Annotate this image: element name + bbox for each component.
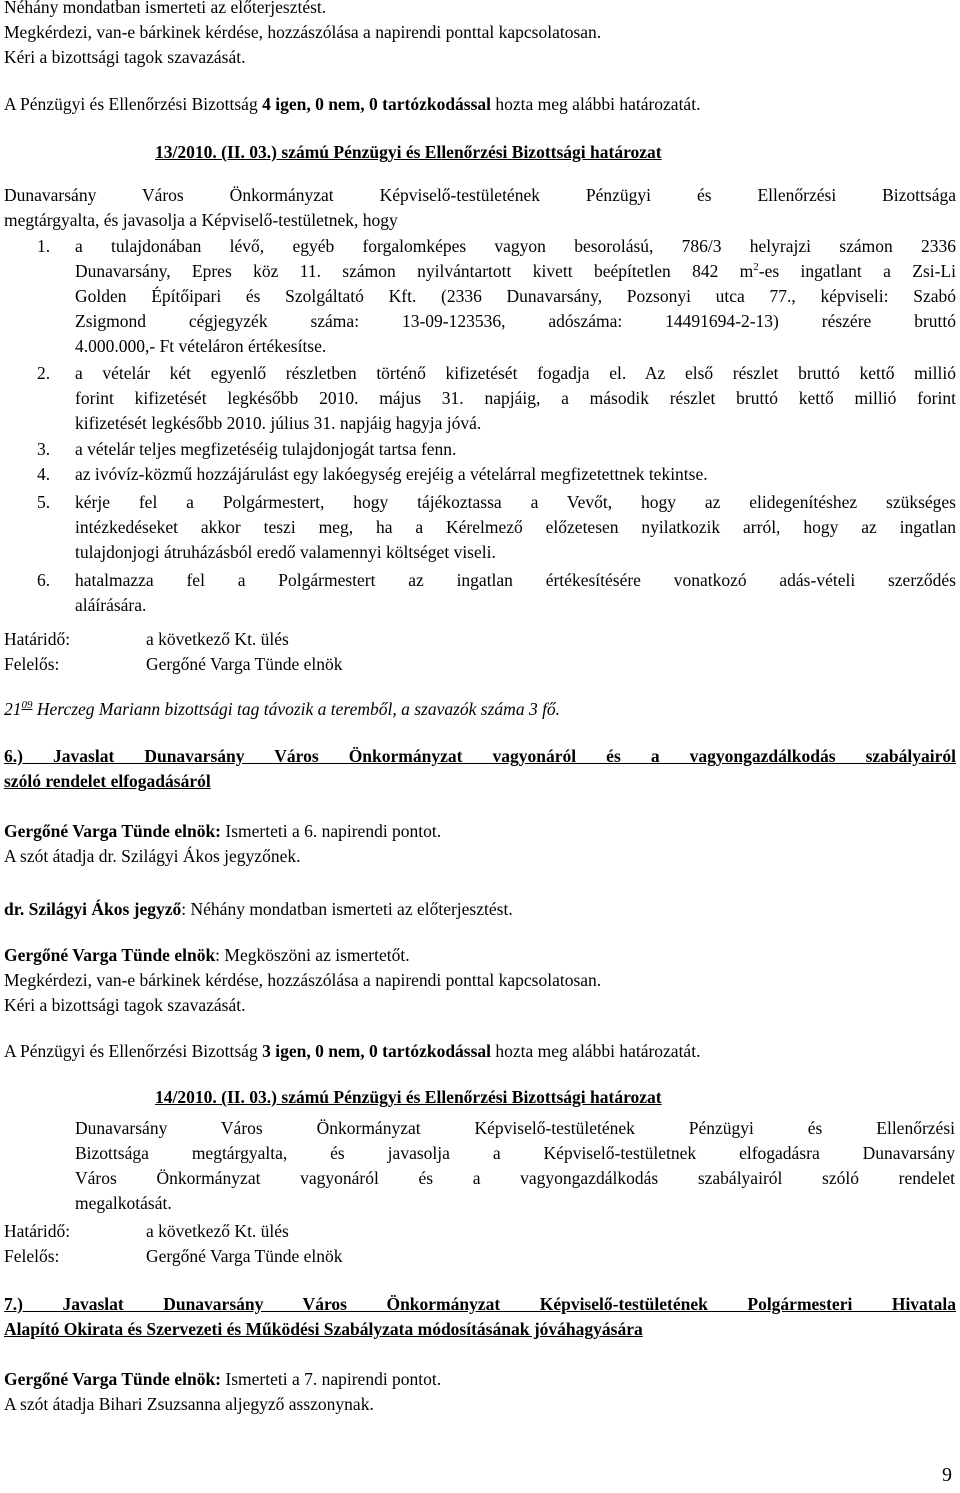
item-number: 1.: [37, 236, 51, 256]
resolution-intro: Dunavarsány Város Önkormányzat Képviselő-testületének Pénzügyi és Ellenőrzési Bizottsága: [4, 185, 956, 205]
item-text: Golden Építőipari és Szolgáltató Kft. (2336 Dunavarsány, Pozsonyi utca 77., képviseli: Szabó: [75, 286, 956, 306]
text-line: Kéri a bizottsági tagok szavazását.: [4, 995, 246, 1015]
item-number: 4.: [37, 464, 51, 484]
item-number: 3.: [37, 439, 51, 459]
section-title: szóló rendelet elfogadásáról: [4, 771, 211, 791]
item-text: aláírására.: [75, 595, 147, 615]
text-line: dr. Szilágyi Ákos jegyző: Néhány mondatban ismerteti az előterjesztést.: [4, 899, 513, 919]
resolution-text: Bizottsága megtárgyalta, és javasolja a Képviselő-testületnek elfogadásra Dunavarsány: [75, 1143, 955, 1163]
item-text: kérje fel a Polgármestert, hogy tájékoztassa a Vevőt, hogy az elidegenítéshez szükséges: [75, 492, 956, 512]
item-text: a vételár teljes megfizetéséig tulajdonjogát tartsa fenn.: [75, 439, 457, 459]
text-line: Megkérdezi, van-e bárkinek kérdése, hozzászólása a napirendi ponttal kapcsolatosan.: [4, 22, 602, 42]
responsible-row: Felelős: Gergőné Varga Tünde elnök: [4, 654, 343, 674]
deadline-row: Határidő: a következő Kt. ülés: [4, 629, 289, 649]
time-note: $21^{09}$ Herczeg Mariann bizottsági tag távozik a teremből, a szavazók száma 3 fő.: [4, 699, 561, 719]
vote-result: A Pénzügyi és Ellenőrzési Bizottság 4 igen, 0 nem, 0 tartózkodással hozta meg alábbi határozatát.: [4, 94, 701, 114]
resolution-intro: megtárgyalta, és javasolja a Képviselő-testületnek, hogy: [4, 210, 398, 230]
item-text: forint kifizetését legkésőbb 2010. május 31. napjáig, a második részlet bruttó kettő millió forint: [75, 388, 956, 408]
resolution-text: megalkotását.: [75, 1193, 172, 1213]
item-text: kifizetését legkésőbb 2010. július 31. napjáig hagyja jóvá.: [75, 413, 482, 433]
resolution-title: 14/2010. (II. 03.) számú Pénzügyi és Ellenőrzési Bizottsági határozat: [155, 1087, 662, 1107]
resolution-text: Város Önkormányzat vagyonáról és a vagyongazdálkodás szabályairól szóló rendelet: [75, 1168, 955, 1188]
item-text: intézkedéseket akkor teszi meg, ha a Kérelmező előzetesen nyilatkozik arról, hogy az ingatlan: [75, 517, 956, 537]
resolution-text: Dunavarsány Város Önkormányzat Képviselő-testületének Pénzügyi és Ellenőrzési: [75, 1118, 955, 1138]
item-number: 2.: [37, 363, 51, 383]
responsible-row: Felelős: Gergőné Varga Tünde elnök: [4, 1246, 343, 1266]
text-line: A szót átadja dr. Szilágyi Ákos jegyzőnek.: [4, 846, 301, 866]
text-line: Gergőné Varga Tünde elnök: Megköszöni az ismertetőt.: [4, 945, 410, 965]
text-line: Gergőné Varga Tünde elnök: Ismerteti a 6. napirendi pontot.: [4, 821, 442, 841]
text-line: Kéri a bizottsági tagok szavazását.: [4, 47, 246, 67]
item-text: a tulajdonában lévő, egyéb forgalomképes vagyon besorolású, 786/3 helyrajzi számon 2336: [75, 236, 956, 256]
item-text: a vételár két egyenlő részletben történő kifizetését fogadja el. Az első részlet bruttó kettő millió: [75, 363, 956, 383]
text-line: Gergőné Varga Tünde elnök: Ismerteti a 7. napirendi pontot.: [4, 1369, 442, 1389]
vote-result: A Pénzügyi és Ellenőrzési Bizottság 3 igen, 0 nem, 0 tartózkodással hozta meg alábbi határozatát.: [4, 1041, 701, 1061]
text-line: Megkérdezi, van-e bárkinek kérdése, hozzászólása a napirendi ponttal kapcsolatosan.: [4, 970, 602, 990]
item-text: 4.000.000,- Ft vételáron értékesítse.: [75, 336, 327, 356]
item-number: 5.: [37, 492, 51, 512]
item-text: az ivóvíz-közmű hozzájárulást egy lakóegység erejéig a vételárral megfizetettnek tekintse.: [75, 464, 708, 484]
section-title: 6.) Javaslat Dunavarsány Város Önkormányzat vagyonáról és a vagyongazdálkodás szabályairól: [4, 746, 956, 766]
page-number: 9: [942, 1464, 952, 1486]
resolution-title: 13/2010. (II. 03.) számú Pénzügyi és Ellenőrzési Bizottsági határozat: [155, 142, 662, 162]
section-title: 7.) Javaslat Dunavarsány Város Önkormányzat Képviselő-testületének Polgármesteri Hivatala: [4, 1294, 956, 1314]
item-text: tulajdonjogi átruházásból eredő valamennyi költséget viseli.: [75, 542, 496, 562]
item-text: Dunavarsány, Epres köz 11. számon nyilvántartott kivett beépítetlen 842 $m^2-es$ ingatlant a Zsi-Li: [75, 261, 956, 281]
item-number: 6.: [37, 570, 51, 590]
item-text: hatalmazza fel a Polgármestert az ingatlan értékesítésére vonatkozó adás-vételi szerződés: [75, 570, 956, 590]
item-text: Zsigmond cégjegyzék száma: 13-09-123536, adószáma: 14491694-2-13) részére bruttó: [75, 311, 956, 331]
deadline-row: Határidő: a következő Kt. ülés: [4, 1221, 289, 1241]
text-line: Néhány mondatban ismerteti az előterjesztést.: [4, 0, 327, 17]
section-title: Alapító Okirata és Szervezeti és Működési Szabályzata módosításának jóváhagyására: [4, 1319, 643, 1339]
text-line: A szót átadja Bihari Zsuzsanna aljegyző asszonynak.: [4, 1394, 374, 1414]
